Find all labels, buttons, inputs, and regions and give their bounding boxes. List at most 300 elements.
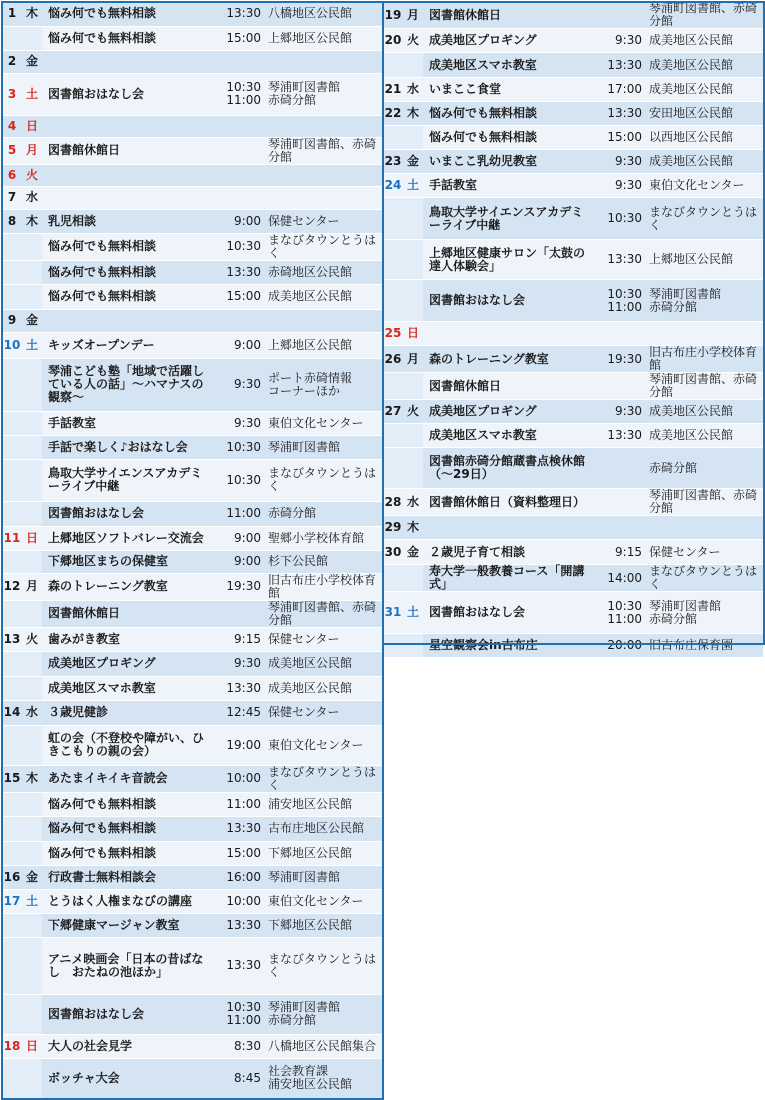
event-time (213, 164, 265, 186)
event-time: 9:30 (594, 400, 646, 424)
weekday: 日 (22, 526, 42, 550)
event-place: 琴浦町図書館 (265, 865, 382, 889)
schedule-row (2, 913, 382, 937)
schedule-row (383, 150, 763, 174)
day-number (2, 913, 22, 937)
event-name: 図書館休館日（資料整理日） (423, 489, 594, 516)
event-time: 9:30 (594, 174, 646, 198)
weekday (22, 284, 42, 309)
event-name: 図書館おはなし会 (423, 280, 594, 322)
event-time: 9:00 (213, 550, 265, 573)
event-name (42, 50, 213, 73)
event-name: 成美地区プロギング (423, 400, 594, 424)
schedule-row (2, 1034, 382, 1058)
event-place: 保健センター (265, 627, 382, 651)
event-place: 琴浦町図書館、赤碕分館 (646, 2, 763, 29)
weekday: 火 (22, 164, 42, 186)
event-time: 9:30 (213, 651, 265, 676)
weekday (403, 280, 423, 322)
day-number: 10 (2, 332, 22, 358)
event-time: 10:30 (213, 459, 265, 501)
event-name: 虹の会（不登校や障がい、ひきこもりの親の会） (42, 725, 213, 765)
event-time (213, 50, 265, 73)
schedule-row (2, 309, 382, 332)
event-time (594, 2, 646, 29)
weekday (22, 841, 42, 865)
event-time: 10:00 (213, 765, 265, 792)
event-place: まなびタウンとうはく (265, 459, 382, 501)
event-time: 10:30 11:00 (213, 994, 265, 1034)
event-name: 下郷地区まちの保健室 (42, 550, 213, 573)
event-name: 乳児相談 (42, 209, 213, 233)
day-number (2, 501, 22, 526)
event-name: 手話教室 (423, 174, 594, 198)
weekday: 火 (22, 627, 42, 651)
event-place: 杉下公民館 (265, 550, 382, 573)
schedule-row (383, 322, 763, 346)
event-time (594, 322, 646, 346)
event-place: 旧古布庄小学校体育館 (646, 346, 763, 373)
event-place: 安田地区公民館 (646, 102, 763, 126)
event-name: 琴浦こども塾「地域で活躍している人の話」～ハマナスの観察～ (42, 358, 213, 411)
event-name: ３歳児健診 (42, 700, 213, 725)
day-number: 14 (2, 700, 22, 725)
event-time (594, 516, 646, 540)
schedule-row (383, 424, 763, 448)
event-place: ポート赤碕情報 コーナーほか (265, 358, 382, 411)
event-place: 保健センター (646, 540, 763, 565)
day-number (2, 550, 22, 573)
schedule-row (2, 164, 382, 186)
schedule-row (2, 937, 382, 994)
day-number: 16 (2, 865, 22, 889)
event-time: 10:30 (213, 435, 265, 459)
schedule-row (2, 26, 382, 50)
weekday (403, 240, 423, 280)
weekday (22, 725, 42, 765)
event-name: 悩み何でも無料相談 (42, 2, 213, 26)
event-time: 9:30 (594, 29, 646, 53)
weekday: 土 (22, 332, 42, 358)
event-name (42, 186, 213, 209)
schedule-row (383, 78, 763, 102)
event-time: 9:00 (213, 332, 265, 358)
day-number: 4 (2, 115, 22, 137)
day-number (383, 565, 403, 592)
day-number: 22 (383, 102, 403, 126)
day-number: 7 (2, 186, 22, 209)
weekday: 日 (22, 1034, 42, 1058)
event-time: 10:00 (213, 889, 265, 913)
weekday (403, 424, 423, 448)
event-place: 東伯文化センター (646, 174, 763, 198)
weekday: 木 (22, 2, 42, 26)
event-name: 悩み何でも無料相談 (42, 26, 213, 50)
event-time: 15:00 (213, 284, 265, 309)
day-number: 23 (383, 150, 403, 174)
day-number (2, 411, 22, 435)
event-place: まなびタウンとうはく (265, 233, 382, 260)
event-time: 13:30 (213, 937, 265, 994)
event-time: 15:00 (213, 841, 265, 865)
weekday (22, 459, 42, 501)
event-name: 悩み何でも無料相談 (42, 260, 213, 284)
schedule-row (2, 209, 382, 233)
event-place: まなびタウンとうはく (646, 565, 763, 592)
schedule-row (2, 435, 382, 459)
event-place: 旧古布庄小学校体育館 (265, 573, 382, 600)
event-name: アニメ映画会「日本の昔ばなし おたねの池ほか」 (42, 937, 213, 994)
event-time: 9:00 (213, 526, 265, 550)
schedule-row (383, 126, 763, 150)
day-number: 25 (383, 322, 403, 346)
weekday (403, 565, 423, 592)
event-name: あたまイキイキ音読会 (42, 765, 213, 792)
schedule-row (383, 400, 763, 424)
schedule-row (2, 332, 382, 358)
day-number (2, 651, 22, 676)
event-time: 14:00 (594, 565, 646, 592)
weekday (403, 198, 423, 240)
day-number: 18 (2, 1034, 22, 1058)
schedule-row (2, 725, 382, 765)
event-name: ボッチャ大会 (42, 1058, 213, 1098)
day-number: 27 (383, 400, 403, 424)
event-name: 図書館おはなし会 (423, 592, 594, 634)
weekday: 月 (22, 137, 42, 164)
event-name: 悩み何でも無料相談 (42, 841, 213, 865)
event-place: 琴浦町図書館 赤碕分館 (265, 73, 382, 115)
weekday (403, 53, 423, 78)
event-time: 11:00 (213, 501, 265, 526)
event-time (213, 137, 265, 164)
event-name: 上郷地区ソフトバレー交流会 (42, 526, 213, 550)
day-number (2, 816, 22, 841)
event-name: 上郷地区健康サロン「太鼓の達人体験会」 (423, 240, 594, 280)
schedule-row (2, 889, 382, 913)
event-time: 19:30 (594, 346, 646, 373)
event-place (265, 186, 382, 209)
event-name: 成美地区スマホ教室 (423, 424, 594, 448)
day-number: 17 (2, 889, 22, 913)
weekday: 水 (22, 186, 42, 209)
event-time: 9:30 (213, 411, 265, 435)
schedule-row (2, 186, 382, 209)
event-name: 森のトレーニング教室 (423, 346, 594, 373)
schedule-row (2, 137, 382, 164)
event-time (594, 373, 646, 400)
day-number (2, 459, 22, 501)
event-place: 下郷地区公民館 (265, 841, 382, 865)
weekday: 火 (403, 400, 423, 424)
schedule-row (2, 284, 382, 309)
event-place: 上郷地区公民館 (646, 240, 763, 280)
day-number: 15 (2, 765, 22, 792)
event-place: 保健センター (265, 700, 382, 725)
weekday: 土 (403, 174, 423, 198)
day-number (2, 1058, 22, 1098)
weekday (22, 937, 42, 994)
day-number (2, 358, 22, 411)
day-number: 12 (2, 573, 22, 600)
schedule-row (2, 573, 382, 600)
event-place: 成美地区公民館 (646, 53, 763, 78)
event-time (213, 309, 265, 332)
event-place: 琴浦町図書館、赤碕分館 (265, 137, 382, 164)
schedule-row (2, 700, 382, 725)
schedule-row (2, 600, 382, 627)
event-name: 大人の社会見学 (42, 1034, 213, 1058)
schedule-row (383, 346, 763, 373)
weekday (22, 1058, 42, 1098)
schedule-row (2, 115, 382, 137)
schedule-row (383, 516, 763, 540)
event-name (42, 164, 213, 186)
event-time: 9:30 (213, 358, 265, 411)
schedule-row (383, 565, 763, 592)
event-place (646, 322, 763, 346)
weekday (22, 816, 42, 841)
event-name: 森のトレーニング教室 (42, 573, 213, 600)
weekday: 火 (403, 29, 423, 53)
event-time: 15:00 (594, 126, 646, 150)
day-number (383, 126, 403, 150)
event-time: 16:00 (213, 865, 265, 889)
event-name: 図書館休館日 (42, 600, 213, 627)
weekday (403, 373, 423, 400)
schedule-row (2, 841, 382, 865)
event-name: 悩み何でも無料相談 (423, 126, 594, 150)
event-name: 寿大学一般教養コース「開講式」 (423, 565, 594, 592)
weekday (403, 448, 423, 489)
event-place: 浦安地区公民館 (265, 792, 382, 816)
weekday: 水 (403, 489, 423, 516)
event-place: 琴浦町図書館 (265, 435, 382, 459)
schedule-row (2, 73, 382, 115)
weekday (22, 233, 42, 260)
schedule-row (383, 540, 763, 565)
event-time: 10:30 11:00 (213, 73, 265, 115)
calendar-right-column (383, 2, 763, 658)
weekday: 木 (22, 765, 42, 792)
weekday: 金 (403, 150, 423, 174)
schedule-row (383, 174, 763, 198)
event-time: 13:30 (213, 260, 265, 284)
day-number (2, 676, 22, 700)
event-time: 13:30 (213, 676, 265, 700)
schedule-row (2, 1058, 382, 1098)
schedule-row (2, 260, 382, 284)
day-number: 1 (2, 2, 22, 26)
schedule-row (383, 280, 763, 322)
weekday (22, 411, 42, 435)
schedule-row (2, 627, 382, 651)
weekday (22, 792, 42, 816)
schedule-row (2, 358, 382, 411)
weekday (22, 26, 42, 50)
schedule-row (2, 50, 382, 73)
event-time: 8:45 (213, 1058, 265, 1098)
event-time: 13:30 (594, 102, 646, 126)
event-name: いまここ乳幼児教室 (423, 150, 594, 174)
event-time: 10:30 11:00 (594, 592, 646, 634)
weekday (22, 651, 42, 676)
event-place (265, 164, 382, 186)
event-place: 成美地区公民館 (646, 400, 763, 424)
weekday: 水 (403, 78, 423, 102)
day-number: 5 (2, 137, 22, 164)
day-number: 30 (383, 540, 403, 565)
event-time: 20:00 (594, 634, 646, 658)
schedule-row (2, 459, 382, 501)
schedule-row (2, 765, 382, 792)
day-number (2, 725, 22, 765)
schedule-row (383, 102, 763, 126)
event-place: 聖郷小学校体育館 (265, 526, 382, 550)
event-place (265, 309, 382, 332)
event-place: 成美地区公民館 (646, 29, 763, 53)
event-time (594, 489, 646, 516)
schedule-row (383, 489, 763, 516)
event-place: 成美地区公民館 (265, 676, 382, 700)
weekday (22, 600, 42, 627)
weekday (22, 676, 42, 700)
event-name: 成美地区プロギング (42, 651, 213, 676)
day-number (383, 280, 403, 322)
day-number: 3 (2, 73, 22, 115)
day-number (2, 26, 22, 50)
event-place: 社会教育課 浦安地区公民館 (265, 1058, 382, 1098)
day-number (2, 841, 22, 865)
schedule-row (383, 240, 763, 280)
day-number: 20 (383, 29, 403, 53)
event-place: まなびタウンとうはく (265, 765, 382, 792)
event-time (594, 448, 646, 489)
weekday: 月 (403, 2, 423, 29)
weekday (403, 634, 423, 658)
event-name: 悩み何でも無料相談 (42, 816, 213, 841)
day-number: 8 (2, 209, 22, 233)
event-name: 成美地区スマホ教室 (423, 53, 594, 78)
event-time (213, 186, 265, 209)
event-place: 旧古布庄保育園 (646, 634, 763, 658)
weekday: 木 (403, 516, 423, 540)
event-name: 星空観察会in古布庄 (423, 634, 594, 658)
event-place: 成美地区公民館 (265, 651, 382, 676)
weekday: 木 (22, 209, 42, 233)
event-name (423, 322, 594, 346)
day-number: 31 (383, 592, 403, 634)
schedule-row (383, 2, 763, 29)
schedule-row (2, 676, 382, 700)
event-name: 図書館休館日 (423, 2, 594, 29)
weekday: 日 (22, 115, 42, 137)
day-number (2, 435, 22, 459)
day-number (383, 198, 403, 240)
weekday: 土 (403, 592, 423, 634)
event-time: 15:00 (213, 26, 265, 50)
weekday: 月 (403, 346, 423, 373)
event-place: 成美地区公民館 (646, 150, 763, 174)
weekday (22, 358, 42, 411)
weekday: 土 (22, 889, 42, 913)
weekday: 金 (22, 50, 42, 73)
weekday: 日 (403, 322, 423, 346)
schedule-row (2, 865, 382, 889)
schedule-row (2, 233, 382, 260)
event-name: いまここ食堂 (423, 78, 594, 102)
event-name: 図書館おはなし会 (42, 501, 213, 526)
day-number (383, 424, 403, 448)
weekday: 月 (22, 573, 42, 600)
event-time: 13:30 (594, 53, 646, 78)
event-time (213, 600, 265, 627)
day-number: 29 (383, 516, 403, 540)
schedule-row (383, 634, 763, 658)
event-time: 19:00 (213, 725, 265, 765)
event-time: 13:30 (213, 2, 265, 26)
event-name: 図書館休館日 (423, 373, 594, 400)
event-place (265, 50, 382, 73)
event-name: 鳥取大学サイエンスアカデミーライブ中継 (423, 198, 594, 240)
event-place: 琴浦町図書館、赤碕分館 (265, 600, 382, 627)
schedule-row (383, 592, 763, 634)
event-time: 13:30 (594, 424, 646, 448)
event-name (423, 516, 594, 540)
event-name: 手話で楽しく♪おはなし会 (42, 435, 213, 459)
event-place: 上郷地区公民館 (265, 332, 382, 358)
event-place: 上郷地区公民館 (265, 26, 382, 50)
weekday (22, 435, 42, 459)
weekday (22, 501, 42, 526)
weekday: 水 (22, 700, 42, 725)
day-number (383, 448, 403, 489)
schedule-row (2, 550, 382, 573)
event-name: 鳥取大学サイエンスアカデミーライブ中継 (42, 459, 213, 501)
event-time: 17:00 (594, 78, 646, 102)
event-name: 下郷健康マージャン教室 (42, 913, 213, 937)
day-number: 24 (383, 174, 403, 198)
day-number: 28 (383, 489, 403, 516)
event-time: 8:30 (213, 1034, 265, 1058)
event-name: 悩み何でも無料相談 (42, 792, 213, 816)
weekday (22, 913, 42, 937)
day-number (383, 373, 403, 400)
weekday (22, 260, 42, 284)
event-name: 図書館おはなし会 (42, 994, 213, 1034)
event-time: 19:30 (213, 573, 265, 600)
event-time: 11:00 (213, 792, 265, 816)
schedule-row (2, 994, 382, 1034)
event-place: 赤碕分館 (646, 448, 763, 489)
weekday (403, 126, 423, 150)
day-number: 6 (2, 164, 22, 186)
event-name: 成美地区プロギング (423, 29, 594, 53)
event-place: 赤碕分館 (265, 501, 382, 526)
event-name: 成美地区スマホ教室 (42, 676, 213, 700)
event-place: 成美地区公民館 (265, 284, 382, 309)
schedule-row (383, 29, 763, 53)
day-number (2, 233, 22, 260)
weekday (22, 994, 42, 1034)
day-number (2, 600, 22, 627)
event-time (213, 115, 265, 137)
event-name: 図書館休館日 (42, 137, 213, 164)
event-place: 赤碕地区公民館 (265, 260, 382, 284)
event-place: 琴浦町図書館、赤碕分館 (646, 373, 763, 400)
day-number (2, 792, 22, 816)
day-number: 19 (383, 2, 403, 29)
